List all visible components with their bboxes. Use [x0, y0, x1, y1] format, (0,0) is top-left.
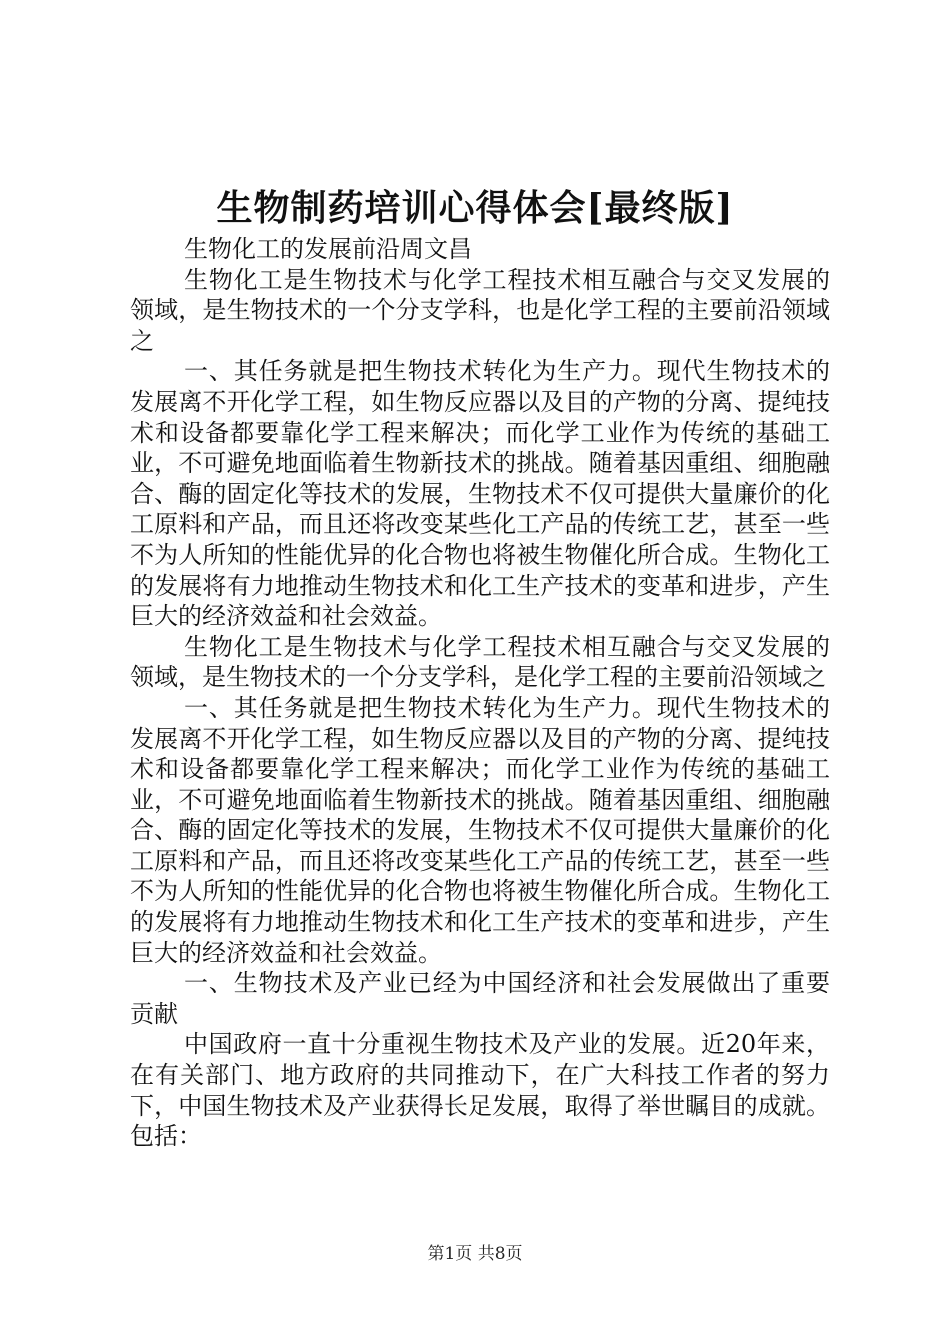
paragraph: 一、生物技术及产业已经为中国经济和社会发展做出了重要贡献 [130, 969, 830, 1028]
paragraph: 一、其任务就是把生物技术转化为生产力。现代生物技术的发展离不开化学工程，如生物反应器以及目的产物的分离、提纯技术和设备都要靠化学工程来解决；而化学工业作为传统的基础工业，不可避免地面临着生物新技术的挑战。随着基因重组、细胞融合、酶的固定化等技术的发展，生物技术不仅可提供大量廉价的化工原料和产品，而且还将改变某些化工产品的传统工艺，甚至一些不为人所知的性能优异的化合物也将被生物催化所合成。生物化工的发展将有力地推动生物技术和化工生产技术的变革和进步，产生巨大的经济效益和社会效益。 [130, 357, 830, 631]
paragraph: 一、其任务就是把生物技术转化为生产力。现代生物技术的发展离不开化学工程，如生物反应器以及目的产物的分离、提纯技术和设备都要靠化学工程来解决；而化学工业作为传统的基础工业，不可避免地面临着生物新技术的挑战。随着基因重组、细胞融合、酶的固定化等技术的发展，生物技术不仅可提供大量廉价的化工原料和产品，而且还将改变某些化工产品的传统工艺，甚至一些不为人所知的性能优异的化合物也将被生物催化所合成。生物化工的发展将有力地推动生物技术和化工生产技术的变革和进步，产生巨大的经济效益和社会效益。 [130, 693, 830, 967]
document-title: 生物制药培训心得体会[最终版] [216, 187, 734, 229]
paragraph: 中国政府一直十分重视生物技术及产业的发展。近20年来，在有关部门、地方政府的共同推动下，在广大科技工作者的努力下，中国生物技术及产业获得长足发展，取得了举世瞩目的成就。包括： [130, 1030, 830, 1151]
paragraph: 生物化工是生物技术与化学工程技术相互融合与交叉发展的领域，是生物技术的一个分支学科，是化学工程的主要前沿领域之 [130, 632, 830, 692]
paragraph: 生物化工的发展前沿周文昌 [184, 235, 472, 263]
document-body [130, 234, 830, 1152]
paragraph: 生物化工是生物技术与化学工程技术相互融合与交叉发展的领域，是生物技术的一个分支学科，也是化学工程的主要前沿领域之 [130, 265, 830, 355]
page-number-footer: 第1页 共8页 [427, 1244, 523, 1264]
